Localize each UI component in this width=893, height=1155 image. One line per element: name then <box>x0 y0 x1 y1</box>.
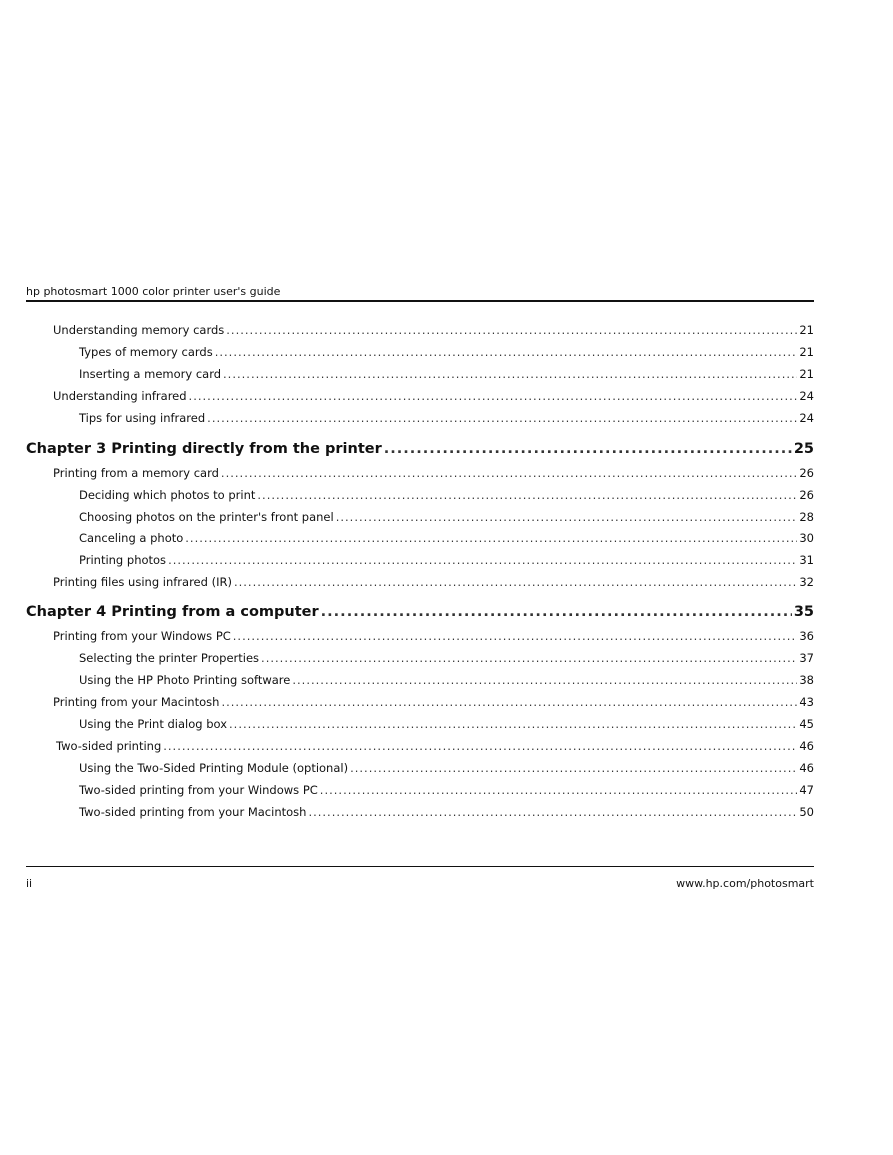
toc-entry-page: 46 <box>799 761 814 775</box>
toc-entry[interactable] <box>26 650 814 666</box>
dot-leader <box>223 366 797 382</box>
toc-entry[interactable] <box>26 760 814 776</box>
toc-entry[interactable] <box>26 465 814 481</box>
toc-entry-page: 45 <box>799 717 814 731</box>
toc-entry-title: Understanding infrared <box>53 389 187 403</box>
toc-entry-page: 36 <box>799 629 814 643</box>
toc-entry[interactable] <box>26 574 814 590</box>
guide-title: hp photosmart 1000 color printer user's guide <box>26 285 281 298</box>
toc-entry-page: 50 <box>799 805 814 819</box>
dot-leader <box>168 552 797 568</box>
toc-entry[interactable] <box>26 804 814 820</box>
dot-leader <box>207 410 797 426</box>
dot-leader <box>350 760 797 776</box>
dot-leader <box>226 322 797 338</box>
dot-leader <box>234 574 797 590</box>
dot-leader <box>163 738 797 754</box>
toc-entry-page: 37 <box>799 651 814 665</box>
toc-entry-title: Two-sided printing <box>56 739 162 753</box>
page-number: ii <box>26 877 33 890</box>
toc-chapter-4[interactable] <box>26 602 814 622</box>
toc-entry[interactable] <box>26 628 814 644</box>
toc-entry[interactable] <box>26 694 814 710</box>
toc-chapter-page: 25 <box>793 441 814 457</box>
dot-leader <box>320 782 798 798</box>
toc-entry-page: 47 <box>799 783 814 797</box>
dot-leader <box>257 487 797 503</box>
toc-entry-title: Two-sided printing from your Windows PC <box>79 783 318 797</box>
toc-entry-title: Printing photos <box>79 553 167 567</box>
footer-url-link[interactable]: www.hp.com/photosmart <box>676 877 814 890</box>
toc-entry[interactable] <box>26 552 814 568</box>
toc-entry[interactable] <box>26 782 814 798</box>
dot-leader <box>384 439 792 459</box>
dot-leader <box>215 344 798 360</box>
toc-entry-title: Printing from your Macintosh <box>53 695 220 709</box>
toc-chapter-title: Chapter 4 Printing from a computer <box>26 604 319 620</box>
toc-chapter-page: 35 <box>793 604 814 620</box>
toc-entry-page: 26 <box>799 488 814 502</box>
toc-entry-title: Tips for using infrared <box>79 411 206 425</box>
dot-leader <box>189 388 798 404</box>
dot-leader <box>233 628 798 644</box>
toc-entry-page: 28 <box>799 510 814 524</box>
dot-leader <box>261 650 797 666</box>
toc-entry-title: Inserting a memory card <box>79 367 222 381</box>
toc-entry-page: 43 <box>799 695 814 709</box>
toc-entry-title: Printing from your Windows PC <box>53 629 231 643</box>
toc-entry-title: Choosing photos on the printer's front panel <box>79 510 334 524</box>
toc-entry-page: 32 <box>799 575 814 589</box>
toc-entry-title: Two-sided printing from your Macintosh <box>79 805 307 819</box>
dot-leader <box>185 530 797 546</box>
toc-entry[interactable] <box>26 738 814 754</box>
footer-divider <box>26 866 814 867</box>
toc-entry-title: Understanding memory cards <box>53 323 225 337</box>
toc-entry[interactable] <box>26 487 814 503</box>
toc-entry[interactable] <box>26 322 814 338</box>
toc-entry-title: Printing from a memory card <box>53 466 219 480</box>
toc-entry[interactable] <box>26 366 814 382</box>
toc-entry[interactable] <box>26 388 814 404</box>
dot-leader <box>308 804 797 820</box>
toc-entry-title: Printing files using infrared (IR) <box>53 575 232 589</box>
dot-leader <box>321 602 792 622</box>
toc-entry-title: Using the Print dialog box <box>79 717 228 731</box>
toc-chapter-title: Chapter 3 Printing directly from the printer <box>26 441 382 457</box>
dot-leader <box>292 672 797 688</box>
header-divider <box>26 300 814 302</box>
toc-entry-page: 21 <box>799 323 814 337</box>
toc-chapter-3[interactable] <box>26 439 814 459</box>
toc-entry-page: 26 <box>799 466 814 480</box>
toc-entry[interactable] <box>26 509 814 525</box>
dot-leader <box>229 716 797 732</box>
toc-entry[interactable] <box>26 530 814 546</box>
toc-entry-page: 21 <box>799 367 814 381</box>
dot-leader <box>221 465 797 481</box>
toc-entry-page: 31 <box>799 553 814 567</box>
toc-entry-title: Types of memory cards <box>79 345 213 359</box>
toc-entry[interactable] <box>26 672 814 688</box>
toc-entry-title: Deciding which photos to print <box>79 488 256 502</box>
dot-leader <box>221 694 797 710</box>
dot-leader <box>336 509 798 525</box>
toc-entry-title: Using the HP Photo Printing software <box>79 673 291 687</box>
toc-entry-page: 38 <box>799 673 814 687</box>
toc-entry-title: Canceling a photo <box>79 531 184 545</box>
toc-entry-page: 21 <box>799 345 814 359</box>
toc-entry[interactable] <box>26 344 814 360</box>
toc-entry-title: Using the Two-Sided Printing Module (optional) <box>79 761 349 775</box>
toc-entry-page: 24 <box>799 411 814 425</box>
toc-entry-title: Selecting the printer Properties <box>79 651 260 665</box>
toc-entry-page: 30 <box>799 531 814 545</box>
toc-entry[interactable] <box>26 716 814 732</box>
toc-entry-page: 46 <box>799 739 814 753</box>
toc-entry-page: 24 <box>799 389 814 403</box>
toc-entry[interactable] <box>26 410 814 426</box>
